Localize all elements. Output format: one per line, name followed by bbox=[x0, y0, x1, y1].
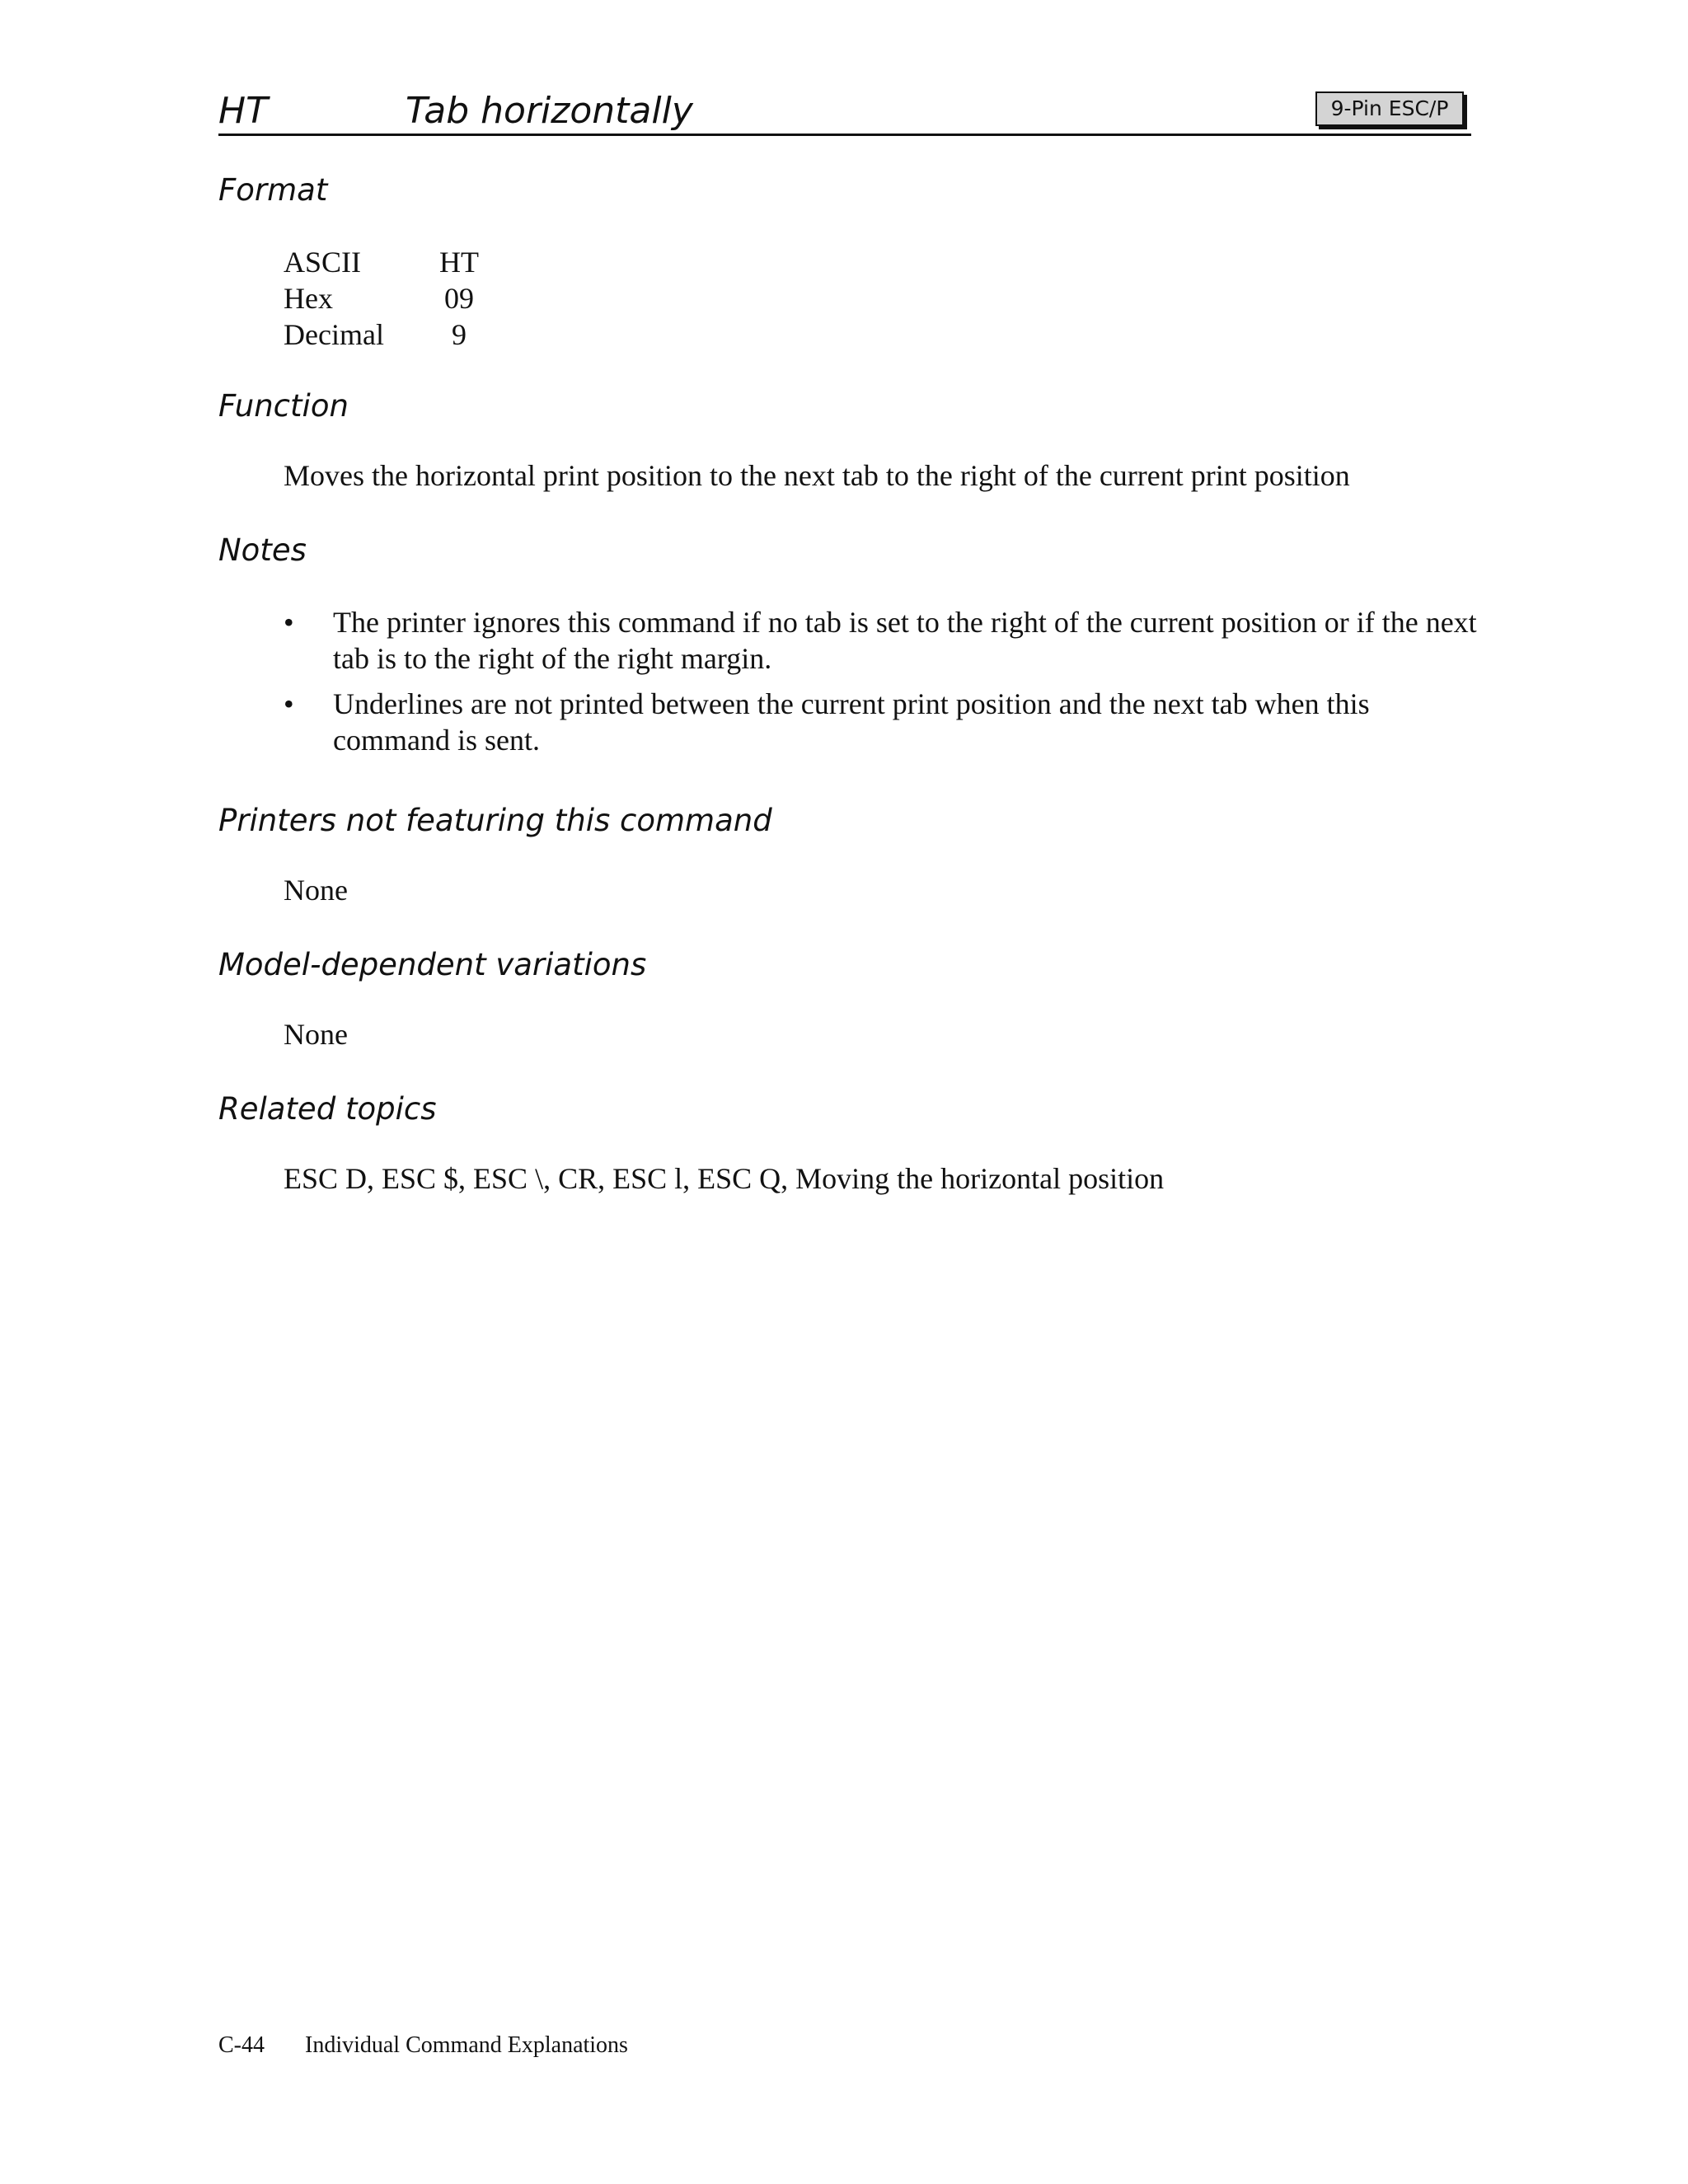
format-label: ASCII bbox=[284, 246, 362, 279]
format-row-hex bbox=[284, 280, 486, 316]
printers-not-featuring-text: None bbox=[284, 874, 348, 907]
format-heading: Format bbox=[218, 172, 328, 208]
function-heading: Function bbox=[218, 388, 349, 424]
related-topics-text: ESC D, ESC $, ESC \, CR, ESC l, ESC Q, Moving the horizontal position bbox=[284, 1162, 1165, 1195]
related-topics-heading: Related topics bbox=[218, 1091, 437, 1127]
format-value: 09 bbox=[444, 282, 474, 315]
format-label: Hex bbox=[284, 282, 333, 315]
printers-not-featuring-heading: Printers not featuring this command bbox=[218, 803, 772, 838]
command-code: HT bbox=[218, 90, 268, 132]
page-number: C-44 bbox=[218, 2032, 265, 2058]
note-item bbox=[284, 604, 1479, 677]
note-text: The printer ignores this command if no tab is set to the right of the current position or if the next tab is to the right of the right margin. bbox=[333, 606, 1477, 675]
format-row-ascii bbox=[284, 244, 486, 280]
format-value: HT bbox=[439, 246, 479, 279]
format-row-decimal bbox=[284, 316, 486, 353]
model-dependent-heading: Model-dependent variations bbox=[218, 947, 647, 982]
printer-type-badge: 9-Pin ESC/P bbox=[1315, 91, 1464, 126]
model-dependent-text: None bbox=[284, 1018, 348, 1051]
note-text: Underlines are not printed between the current print position and the next tab when this command is sent. bbox=[333, 687, 1370, 757]
bullet-icon: • bbox=[284, 687, 294, 720]
function-text: Moves the horizontal print position to the next tab to the right of the current print position bbox=[284, 459, 1350, 492]
footer-title: Individual Command Explanations bbox=[305, 2032, 628, 2058]
notes-heading: Notes bbox=[218, 532, 307, 568]
format-label: Decimal bbox=[284, 318, 384, 351]
notes-list bbox=[284, 604, 1479, 767]
bullet-icon: • bbox=[284, 606, 294, 639]
header-rule bbox=[218, 134, 1471, 136]
format-value: 9 bbox=[452, 318, 467, 351]
format-table bbox=[284, 244, 486, 353]
note-item bbox=[284, 686, 1479, 758]
page-title: Tab horizontally bbox=[406, 90, 693, 132]
